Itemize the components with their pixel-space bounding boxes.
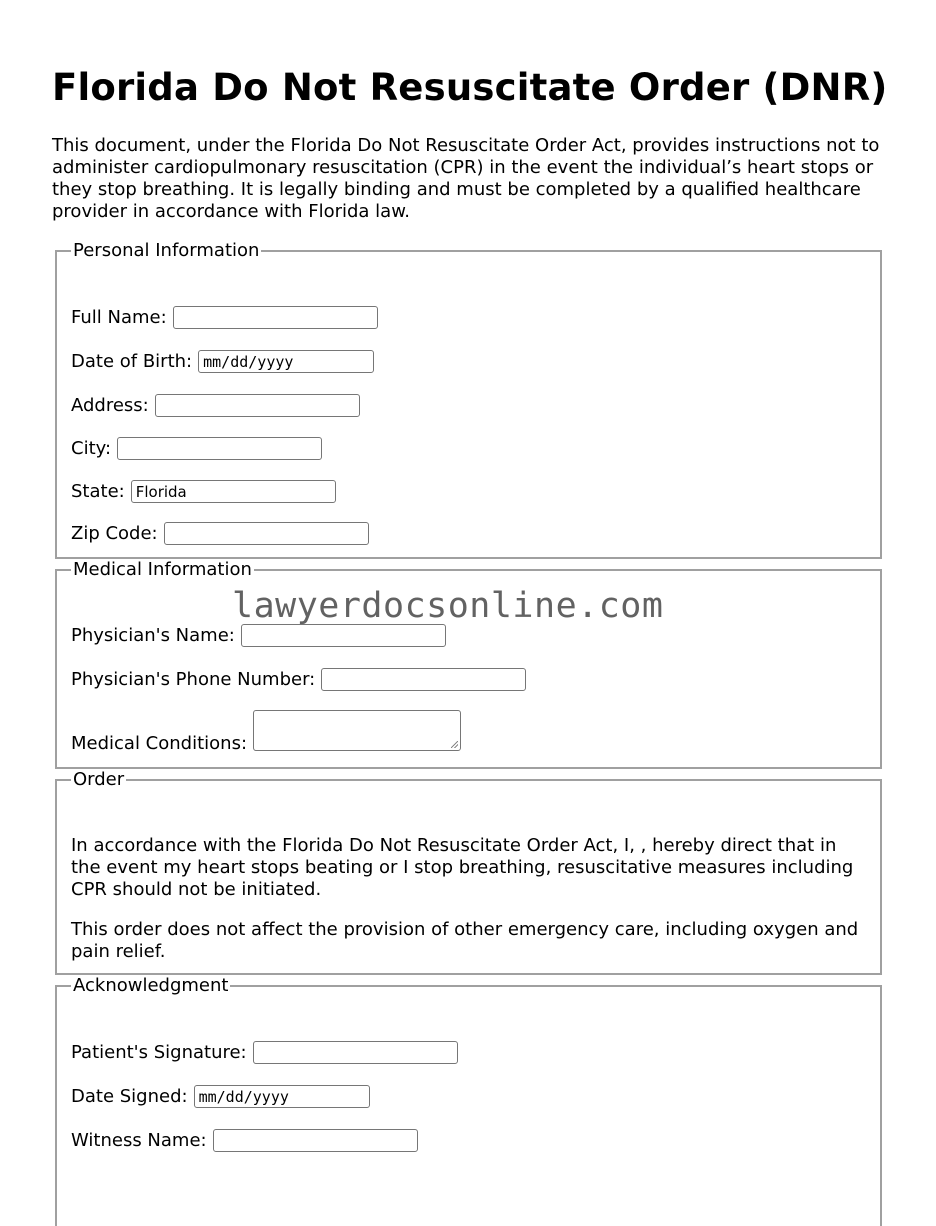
physician-name-row xyxy=(71,624,446,647)
witness-name-label: Witness Name: xyxy=(71,1129,207,1151)
witness-name-row xyxy=(71,1129,418,1152)
dob-label: Date of Birth: xyxy=(71,350,193,372)
date-signed-input[interactable] xyxy=(194,1085,370,1108)
state-value: Florida xyxy=(135,482,187,501)
intro-text: This document, under the Florida Do Not Resuscitate Order Act, provides instructions not to administer cardiopulmonary resuscitation (CPR) in the event the individual’s heart stops or they stop breathing. It is legally binding and must be completed by a qualified healthcare provider in accordance with Florida law. xyxy=(52,135,880,222)
physician-phone-input[interactable] xyxy=(321,668,526,691)
medical-conditions-label: Medical Conditions: xyxy=(71,733,248,754)
state-label: State: xyxy=(71,480,125,502)
zip-row xyxy=(71,522,369,545)
order-section xyxy=(55,770,882,975)
city-label: City: xyxy=(71,437,112,459)
acknowledgment-section xyxy=(55,976,882,1226)
zip-label: Zip Code: xyxy=(71,522,158,544)
resize-grip-icon[interactable] xyxy=(451,741,458,748)
medical-conditions-textarea[interactable] xyxy=(253,710,461,751)
address-row xyxy=(71,394,360,417)
order-paragraph-2: This order does not affect the provision of other emergency care, including oxygen and pain relief. xyxy=(71,919,859,962)
order-legend: Order xyxy=(73,769,125,790)
date-signed-placeholder: mm/dd/yyyy xyxy=(198,1087,289,1106)
personal-information-legend: Personal Information xyxy=(73,240,260,261)
date-signed-row xyxy=(71,1085,370,1108)
city-row xyxy=(71,437,322,460)
physician-name-label: Physician's Name: xyxy=(71,624,235,646)
full-name-input[interactable] xyxy=(173,306,378,329)
date-signed-label: Date Signed: xyxy=(71,1085,188,1107)
zip-input[interactable] xyxy=(164,522,369,545)
dob-input[interactable] xyxy=(198,350,374,373)
patient-signature-input[interactable] xyxy=(253,1041,458,1064)
medical-information-legend: Medical Information xyxy=(73,559,252,580)
state-row xyxy=(71,480,336,503)
full-name-label: Full Name: xyxy=(71,306,167,328)
page-title: Florida Do Not Resuscitate Order (DNR) xyxy=(52,66,888,109)
witness-name-input[interactable] xyxy=(213,1129,418,1152)
physician-phone-row xyxy=(71,668,526,691)
physician-name-input[interactable] xyxy=(241,624,446,647)
full-name-row xyxy=(71,306,378,329)
patient-signature-label: Patient's Signature: xyxy=(71,1041,247,1063)
personal-information-section xyxy=(55,241,882,559)
acknowledgment-legend: Acknowledgment xyxy=(73,975,229,996)
medical-conditions-row xyxy=(71,710,461,754)
state-input[interactable] xyxy=(131,480,336,503)
address-label: Address: xyxy=(71,394,149,416)
dob-row xyxy=(71,350,374,373)
medical-information-section xyxy=(55,560,882,769)
physician-phone-label: Physician's Phone Number: xyxy=(71,668,316,690)
order-paragraph-1: In accordance with the Florida Do Not Resuscitate Order Act, I, , hereby direct that in the event my heart stops beating or I stop breathing, resuscitative measures including CPR should not be initiated. xyxy=(71,835,854,900)
patient-signature-row xyxy=(71,1041,458,1064)
dob-placeholder: mm/dd/yyyy xyxy=(203,352,294,371)
address-input[interactable] xyxy=(155,394,360,417)
watermark: lawyerdocsonline.com xyxy=(232,586,664,626)
city-input[interactable] xyxy=(117,437,322,460)
